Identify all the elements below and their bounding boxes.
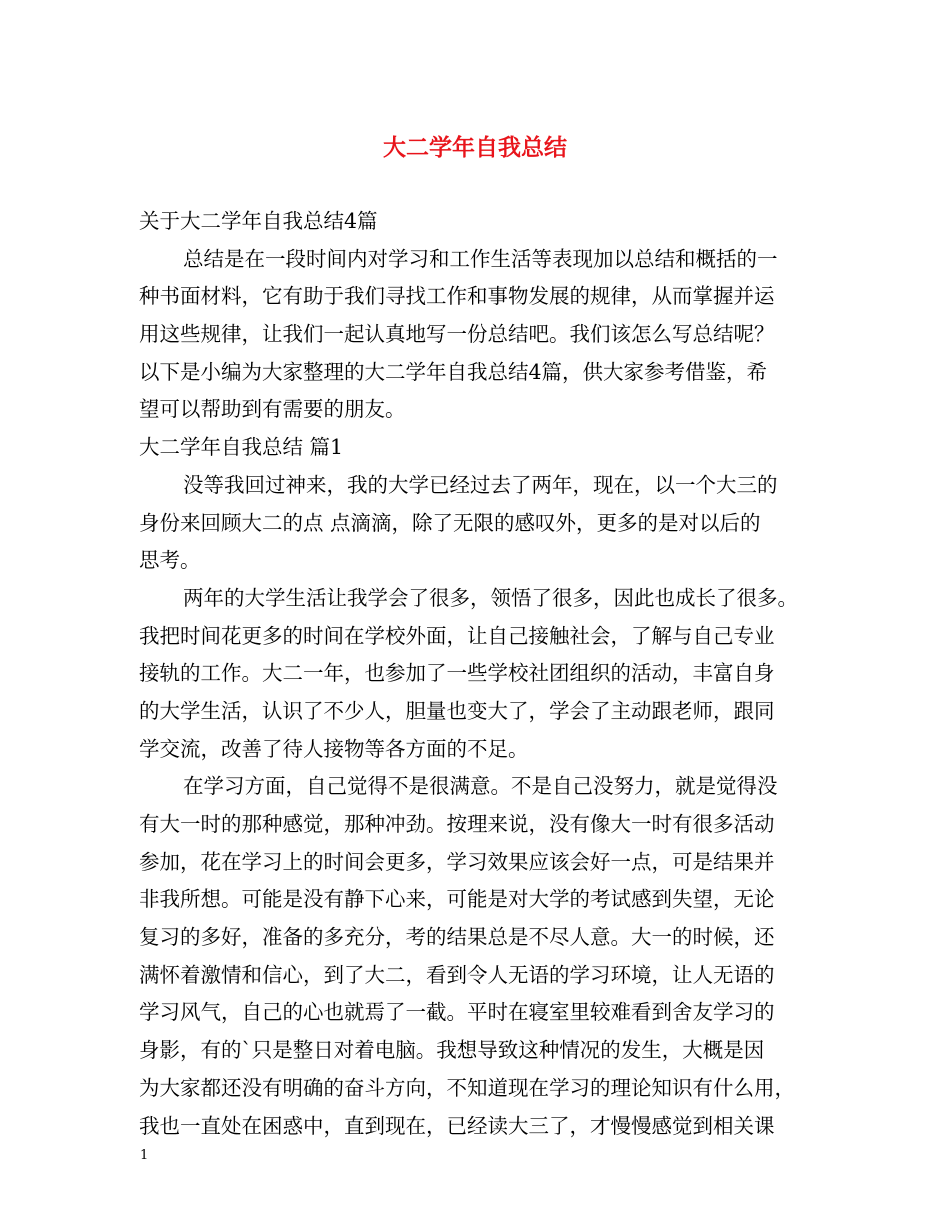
document-body: [139, 203, 829, 1145]
paragraph-line: 没等我回过神来，我的大学已经过去了两年，现在，以一个大三的: [183, 472, 778, 497]
intro-heading: 关于大二学年自我总结4篇: [139, 209, 378, 233]
paragraph-line: 接轨的工作。大二一年，也参加了一些学校社团组织的活动，丰富自身: [139, 661, 775, 686]
paragraph-line: 总结是在一段时间内对学习和工作生活等表现加以总结和概括的一: [183, 246, 778, 271]
paragraph-line: 复习的多好，准备的多充分，考的结果总是不尽人意。大一的时候，还: [139, 925, 775, 950]
paragraph-line: 我也一直处在困惑中，直到现在，已经读大三了，才慢慢感觉到相关课: [139, 1113, 775, 1138]
paragraph-line: 以下是小编为大家整理的大二学年自我总结4篇，供大家参考借鉴，希: [139, 359, 768, 384]
paragraph-line: 在学习方面，自己觉得不是很满意。不是自己没努力，就是觉得没: [183, 774, 778, 799]
paragraph-line: 学习风气，自己的心也就焉了一截。平时在寝室里较难看到舍友学习的: [139, 1000, 775, 1025]
paragraph-line: 有大一时的那种感觉，那种冲劲。按理来说，没有像大一时有很多活动: [139, 812, 775, 836]
paragraph-line: 身份来回顾大二的点 点滴滴，除了无限的感叹外，更多的是对以后的: [139, 510, 761, 535]
document-title: 大二学年自我总结: [383, 134, 567, 161]
paragraph-line: 思考。: [139, 548, 201, 573]
paragraph-line: 满怀着激情和信心，到了大二，看到令人无语的学习环境，让人无语的: [139, 962, 775, 987]
paragraph-line: 身影，有的`只是整日对着电脑。我想导致这种情况的发生，大概是因: [139, 1038, 765, 1063]
paragraph-line: 的大学生活，认识了不少人，胆量也变大了，学会了主动跟老师，跟同: [139, 698, 775, 723]
paragraph-line: 用这些规律，让我们一起认真地写一份总结吧。我们该怎么写总结呢？: [139, 322, 775, 347]
page-number: 1: [140, 1148, 149, 1163]
paragraph-line: 望可以帮助到有需要的朋友。: [139, 397, 406, 422]
paragraph-line: 为大家都还没有明确的奋斗方向，不知道现在学习的理论知识有什么用，: [139, 1075, 795, 1100]
paragraph-line: 两年的大学生活让我学会了很多，领悟了很多，因此也成长了很多。: [183, 585, 798, 610]
paragraph-line: 学交流，改善了待人接物等各方面的不足。: [139, 736, 529, 761]
paragraph-line: 非我所想。可能是没有静下心来，可能是对大学的考试感到失望，无论: [139, 887, 775, 912]
section-heading: 大二学年自我总结 篇1: [139, 435, 344, 460]
paragraph-line: 种书面材料，它有助于我们寻找工作和事物发展的规律，从而掌握并运: [139, 284, 775, 309]
paragraph-line: 参加，花在学习上的时间会更多，学习效果应该会好一点，可是结果并: [139, 849, 775, 874]
paragraph-line: 我把时间花更多的时间在学校外面，让自己接触社会，了解与自己专业: [139, 623, 775, 648]
